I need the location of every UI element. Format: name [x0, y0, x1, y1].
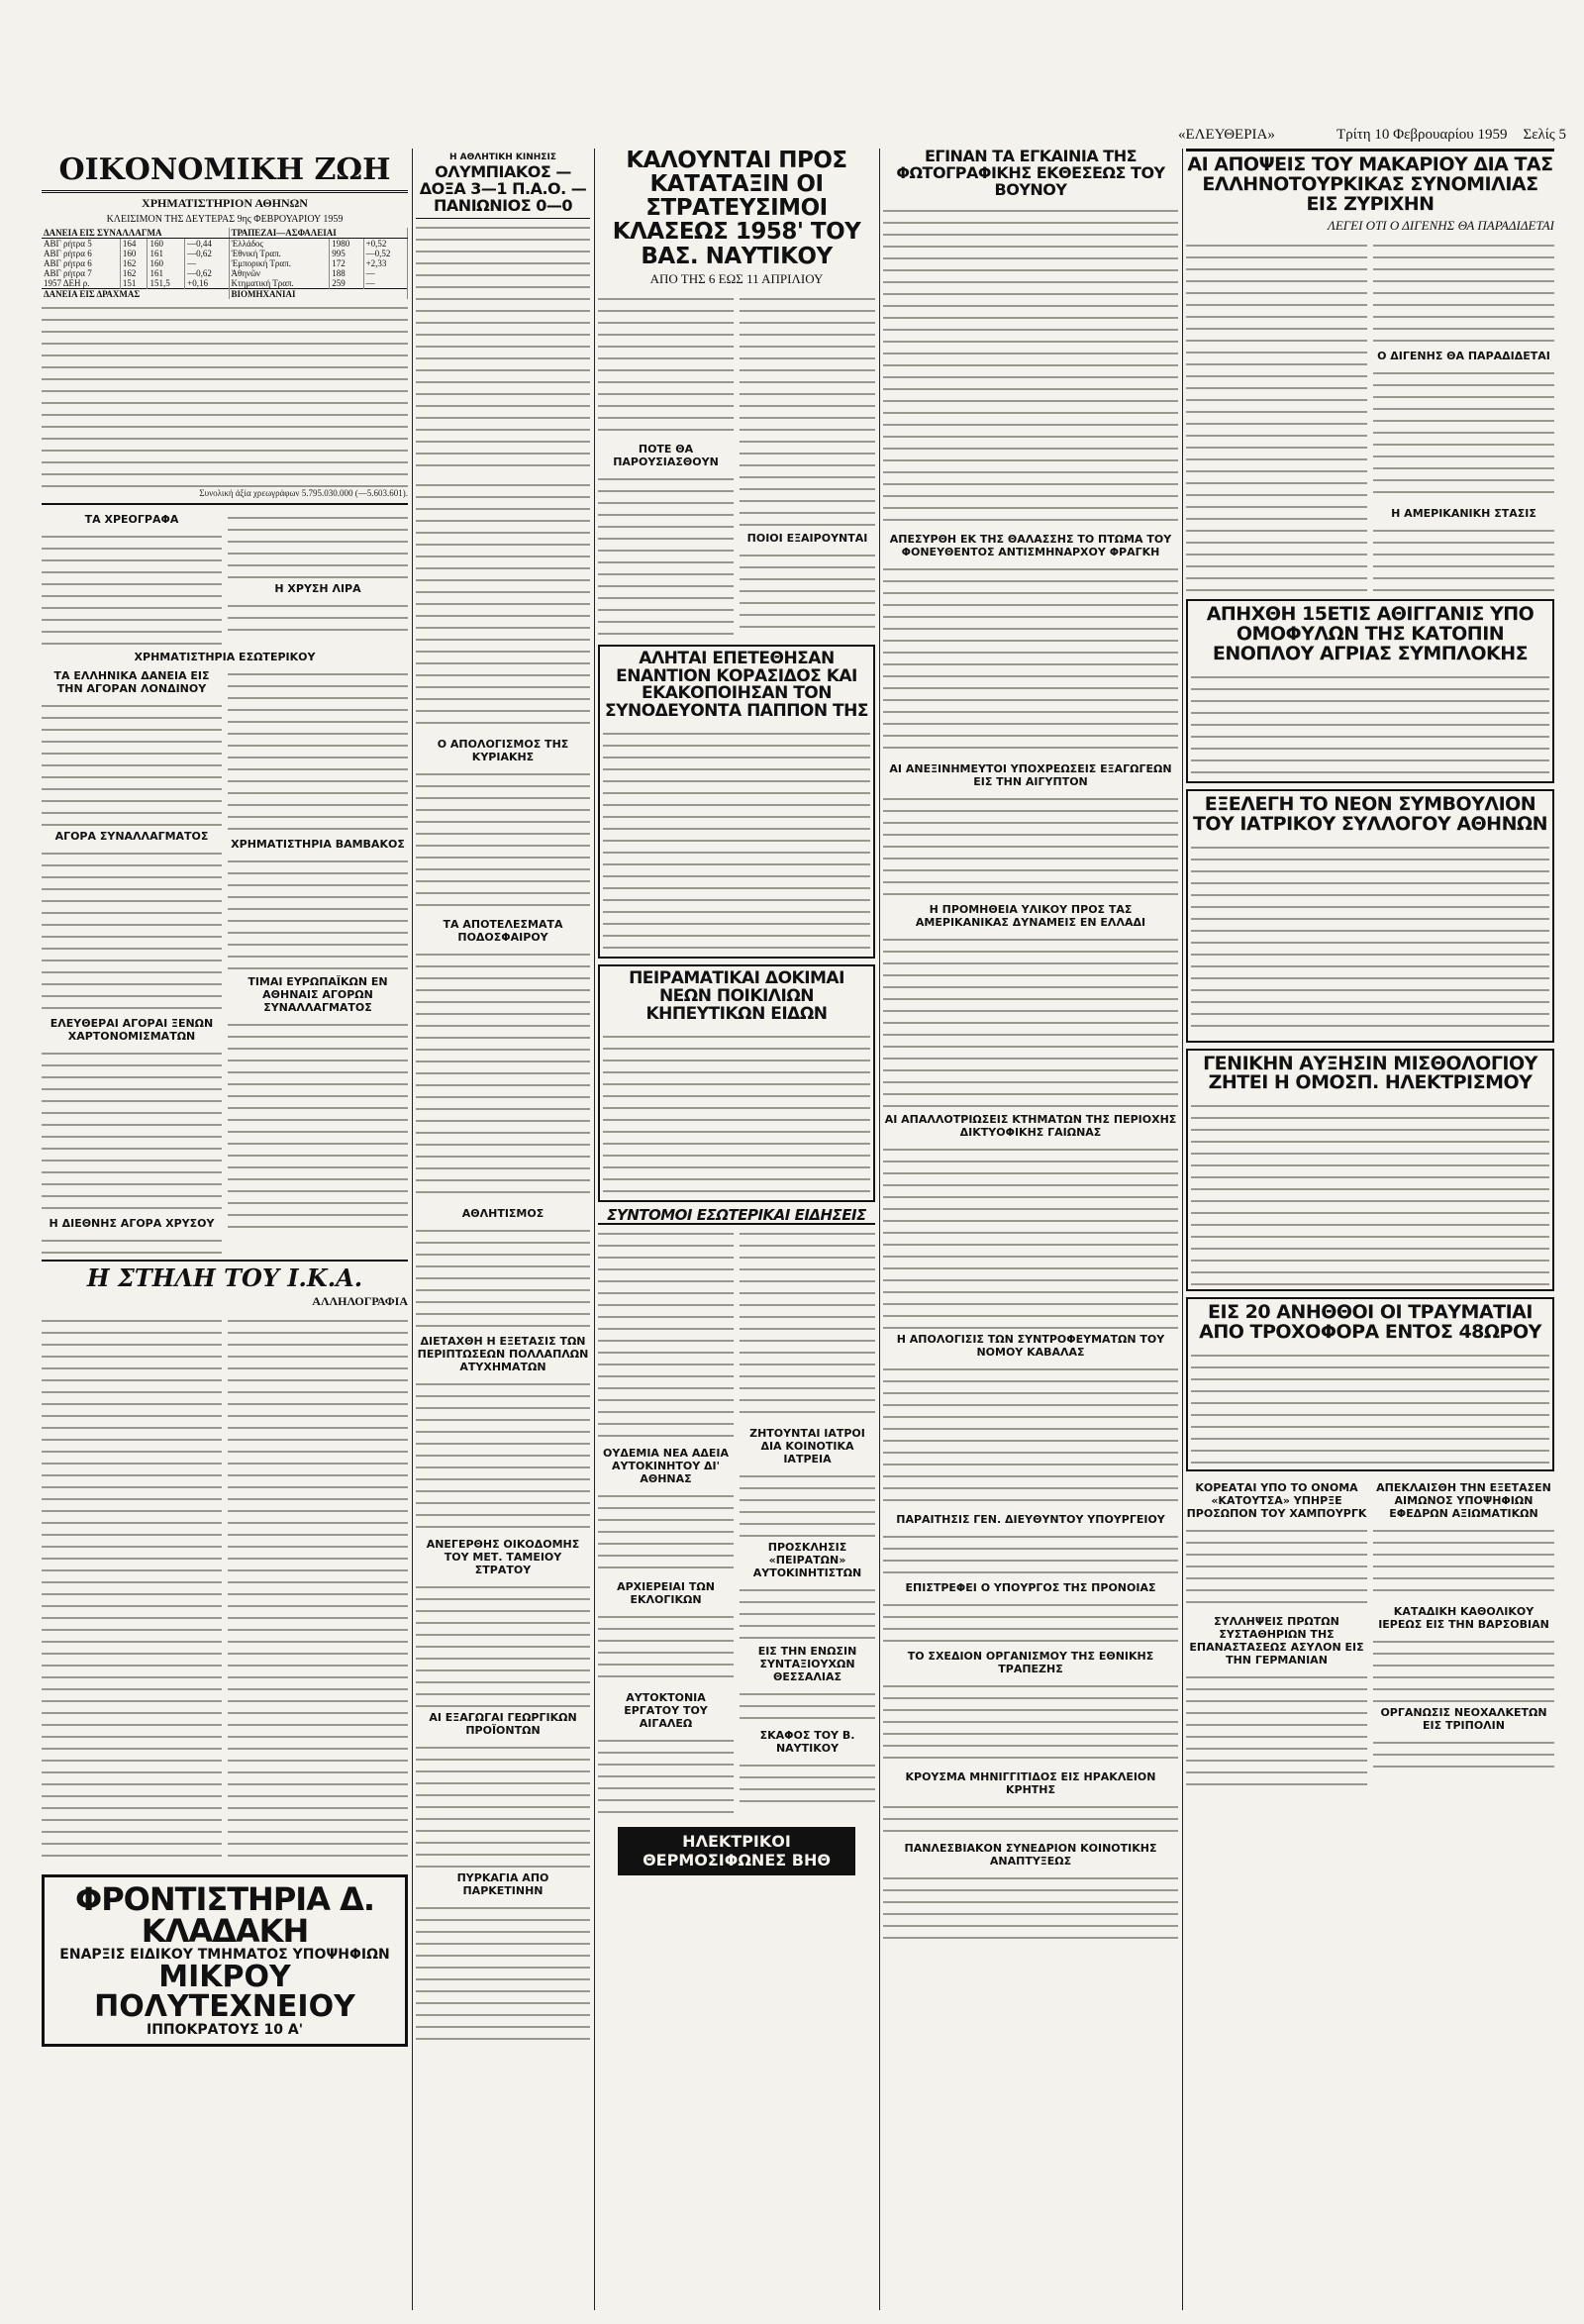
divider [42, 1260, 408, 1262]
domestic-subhead: ΑΙ ΑΠΑΛΛΟΤΡΙΩΣΕΙΣ ΚΤΗΜΑΤΩΝ ΤΗΣ ΠΕΡΙΟΧΗΣ ΔΙΚΤΥΟΦΙΚΗΣ ΓΑΙΩΝΑΣ [884, 1113, 1177, 1140]
brief-subhead: ΑΥΤΟΚΤΟΝΙΑ ΕΡΓΑΤΟΥ ΤΟΥ ΑΙΓΑΛΕΩ [624, 1691, 708, 1731]
story-title: ΑΠΗΧΘΗ 15ΕΤΙΣ ΑΘΙΓΓΑΝΙΣ ΥΠΟ ΟΜΟΦΥΛΩΝ ΤΗΣ ΚΑΤΟΠΙΝ ΕΝΟΠΛΟΥ ΑΓΡΙΑΣ ΣΥΜΠΛΟΚΗΣ [1206, 602, 1534, 664]
page-number: Σελίς 5 [1523, 126, 1566, 143]
exhibition-headline: ΕΓΙΝΑΝ ΤΑ ΕΓΚΑΙΝΙΑ ΤΗΣ ΦΩΤΟΓΡΑΦΙΚΗΣ ΕΚΘΕΣΕΩΣ ΤΟΥ ΒΟΥΝΟΥ [896, 149, 1165, 199]
article-text [42, 1045, 222, 1213]
table-head-banks: ΤΡΑΠΕΖΑΙ—ΑΣΦΑΛΕΙΑΙ [229, 228, 407, 239]
brief-news-title: ΣΥΝΤΟΜΟΙ ΕΣΩΤΕΡΙΚΑΙ ΕΙΔΗΣΕΙΣ [598, 1208, 875, 1226]
ad-line: ΕΝΑΡΞΙΣ ΕΙΔΙΚΟΥ ΤΜΗΜΑΤΟΣ ΥΠΟΨΗΦΙΩΝ [59, 1946, 390, 1963]
news-subhead: ΠΥΡΚΑΓΙΑ ΑΠΟ ΠΑΡΚΕΤΙΝΗΝ [456, 1871, 549, 1898]
article-text [1191, 1347, 1549, 1465]
navy-headline: ΚΑΛΟΥΝΤΑΙ ΠΡΟΣ ΚΑΤΑΤΑΞΙΝ ΟΙ ΣΤΡΑΤΕΥΣΙΜΟΙ ΚΛΑΣΕΩΣ 1958' ΤΟΥ ΒΑΣ. ΝΑΥΤΙΚΟΥ [612, 149, 861, 269]
story-title: ΓΕΝΙΚΗΝ ΑΥΞΗΣΙΝ ΜΙΣΘΟΛΟΓΙΟΥ ΖΗΤΕΙ Η ΟΜΟΣΠ. ΗΛΕΚΤΡΙΣΜΟΥ [1203, 1052, 1537, 1094]
table-body-text [42, 299, 408, 487]
article-text [883, 202, 1178, 529]
story-title: ΠΕΙΡΑΜΑΤΙΚΑΙ ΔΟΚΙΜΑΙ ΝΕΩΝ ΠΟΙΚΙΛΙΩΝ ΚΗΠΕΥΤΙΚΩΝ ΕΙΔΩΝ [629, 968, 844, 1024]
table-head-loans: ΔΑΝΕΙΑ ΕΙΣ ΣΥΝΑΛΛΑΓΜΑ [42, 228, 229, 239]
domestic-subhead: ΠΑΡΑΙΤΗΣΙΣ ΓΕΝ. ΔΙΕΥΘΥΝΤΟΥ ΥΠΟΥΡΓΕΙΟΥ [896, 1513, 1165, 1527]
sports-subhead: ΤΑ ΑΠΟΤΕΛΕΣΜΑΤΑ ΠΟΔΟΣΦΑΙΡΟΥ [443, 918, 563, 945]
table-row: ΑΒΓ ρήτρα 6 160 161 —0,62 Ἐθνική Τραπ. 995 —0,52 [42, 249, 408, 258]
makarios-subtitle: ΛΕΓΕΙ ΟΤΙ Ο ΔΙΓΕΝΗΣ ΘΑ ΠΑΡΑΔΙΔΕΤΑΙ [1327, 217, 1554, 233]
news-subhead: ΑΝΕΓΕΡΘΗΣ ΟΙΚΟΔΟΜΗΣ ΤΟΥ ΜΕΤ. ΤΑΜΕΙΟΥ ΣΤΡΑΤΟΥ [426, 1538, 580, 1577]
article-text [1186, 1522, 1367, 1611]
navy-subtitle: ΑΠΟ ΤΗΣ 6 ΕΩΣ 11 ΑΠΡΙΛΙΟΥ [649, 270, 824, 286]
domestic-subhead: ΕΠΙΣΤΡΕΦΕΙ Ο ΥΠΟΥΡΓΟΣ ΤΗΣ ΠΡΟΝΟΙΑΣ [905, 1581, 1156, 1595]
ika-column-title: Η ΣΤΗΛΗ ΤΟΥ Ι.Κ.Α. [86, 1263, 363, 1292]
foreign-subhead: ΣΥΛΛΗΨΕΙΣ ΠΡΩΤΩΝ ΣΥΣΤΑΘΗΡΙΩΝ ΤΗΣ ΕΠΑΝΑΣΤΑΣΕΩΣ ΑΣΥΛΟΝ ΕΙΣ ΤΗΝ ΓΕΡΜΑΝΙΑΝ [1189, 1615, 1364, 1667]
subhead-free-markets: ΕΛΕΥΘΕΡΑΙ ΑΓΟΡΑΙ ΞΕΝΩΝ ΧΑΡΤΟΝΟΜΙΣΜΑΤΩΝ [50, 1016, 214, 1043]
exchange-table [42, 228, 408, 299]
masthead-right [1336, 127, 1566, 144]
sports-subhead: ΑΘΛΗΤΙΣΜΟΣ [461, 1207, 544, 1221]
exchange-title: ΧΡΗΜΑΤΙΣΤΗΡΙΟΝ ΑΘΗΝΩΝ [142, 195, 308, 210]
column-domestic [883, 149, 1178, 2307]
story-medical-association [1186, 789, 1554, 1043]
column-rule [879, 149, 880, 2310]
article-text [603, 1028, 870, 1196]
article-text [1373, 364, 1554, 503]
sports-kicker: Η ΑΘΛΗΤΙΚΗ ΚΙΝΗΣΙΣ [449, 152, 556, 162]
ad-title: ΦΡΟΝΤΙΣΤΗΡΙΑ Δ. ΚΛΑΔΑΚΗ [74, 1879, 375, 1950]
article-text [883, 1141, 1178, 1329]
article-text [740, 1581, 875, 1641]
article-text [598, 1732, 734, 1821]
article-text [883, 1528, 1178, 1577]
article-text [883, 1596, 1178, 1646]
divider [42, 503, 408, 505]
story-title: ΕΞΕΛΕΓΗ ΤΟ ΝΕΟΝ ΣΥΜΒΟΥΛΙΟΝ ΤΟΥ ΙΑΤΡΙΚΟΥ ΣΥΛΛΟΓΟΥ ΑΘΗΝΩΝ [1192, 792, 1548, 835]
article-text [416, 476, 590, 734]
navy-subhead: ΠΟΙΟΙ ΕΞΑΙΡΟΥΝΤΑΙ [746, 531, 868, 545]
article-text [598, 290, 734, 439]
news-subhead: ΔΙΕΤΑΧΘΗ Η ΕΞΕΤΑΣΙΣ ΤΩΝ ΠΕΡΙΠΤΩΣΕΩΝ ΠΟΛΛΑΠΛΩΝ ΑΤΥΧΗΜΑΤΩΝ [417, 1335, 589, 1374]
makarios-subhead: Ο ΔΙΓΕΝΗΣ ΘΑ ΠΑΡΑΔΙΔΕΤΑΙ [1377, 349, 1550, 362]
domestic-subhead: ΠΑΝΛΕΣΒΙΑΚΟΝ ΣΥΝΕΔΡΙΟΝ ΚΟΙΝΟΤΙΚΗΣ ΑΝΑΠΤΥΞΕΩΣ [904, 1842, 1157, 1869]
column-navy [598, 149, 875, 2307]
ad-address: ΙΠΠΟΚΡΑΤΟΥΣ 10 Α' [147, 2021, 303, 2038]
article-text [1186, 1668, 1367, 1787]
article-text [1191, 839, 1549, 1037]
subhead-greek-loans-london: ΤΑ ΕΛΛΗΝΙΚΑ ΔΑΝΕΙΑ ΕΙΣ ΤΗΝ ΑΓΟΡΑΝ ΛΟΝΔΙΝΟΥ [53, 668, 210, 695]
article-text [42, 845, 222, 1013]
brief-subhead: ΕΙΣ ΤΗΝ ΕΝΩΣΙΝ ΣΥΝΤΑΞΙΟΥΧΩΝ ΘΕΣΣΑΛΙΑΣ [757, 1645, 857, 1684]
article-text [883, 560, 1178, 758]
article-text [598, 470, 734, 639]
table-head-drachma-loans: ΔΑΝΕΙΑ ΕΙΣ ΔΡΑΧΜΑΣ [42, 288, 229, 299]
article-text [883, 931, 1178, 1109]
article-text [228, 1312, 408, 1867]
article-text [1373, 1522, 1554, 1601]
total-value-line: Συνολική ἀξία χρεωγράφων 5.795.030.000 (—5.603.601). [199, 487, 408, 498]
story-title: ΕΙΣ 20 ΑΝΗΘΘΟΙ ΟΙ ΤΡΑΥΜΑΤΙΑΙ ΑΠΟ ΤΡΟΧΟΦΟΡΑ ΕΝΤΟΣ 48ΩΡΟΥ [1199, 1301, 1541, 1344]
table-row: ΑΒΓ ρήτρα 7 162 161 —0,62 Ἀθηνῶν 188 — [42, 268, 408, 278]
article-text [883, 1361, 1178, 1509]
article-text [416, 1739, 590, 1868]
exchange-subtitle: ΚΛΕΙΣΙΜΟΝ ΤΗΣ ΔΕΥΤΕΡΑΣ 9ης ΦΕΒΡΟΥΑΡΙΟΥ 1959 [106, 213, 344, 225]
story-assault [598, 645, 875, 959]
brief-subhead: ΣΚΑΦΟΣ ΤΟΥ Β. ΝΑΥΤΙΚΟΥ [759, 1729, 855, 1756]
brief-subhead: ΠΡΟΣΚΛΗΣΙΣ «ΠΕΙΡΑΤΩΝ» ΑΥΤΟΚΙΝΗΤΙΣΤΩΝ [752, 1541, 862, 1580]
makarios-headline: ΑΙ ΑΠΟΨΕΙΣ ΤΟΥ ΜΑΚΑΡΙΟΥ ΔΙΑ ΤΑΣ ΕΛΛΗΝΟΤΟΥΡΚΙΚΑΣ ΣΥΝΟΜΙΛΙΑΣ ΕΙΣ ΖΥΡΙΧΗΝ [1186, 149, 1554, 215]
table-row: ΑΒΓ ρήτρα 5 164 160 —0,44 Ἐλλάδος 1980 +0,52 [42, 238, 408, 249]
article-text [1191, 1097, 1549, 1285]
article-text [598, 1225, 734, 1443]
article-text [42, 697, 222, 826]
domestic-subhead: Η ΠΡΟΜΗΘΕΙΑ ΥΛΙΚΟΥ ΠΡΟΣ ΤΑΣ ΑΜΕΡΙΚΑΝΙΚΑΣ ΔΥΝΑΜΕΙΣ ΕΝ ΕΛΛΑΔΙ [915, 903, 1146, 930]
column-rule [412, 149, 413, 2310]
subhead-fx-market: ΑΓΟΡΑ ΣΥΝΑΛΛΑΓΜΑΤΟΣ [54, 829, 209, 843]
article-text [228, 1016, 408, 1234]
article-text [598, 1608, 734, 1687]
article-text [740, 290, 875, 528]
story-electricity-federation [1186, 1049, 1554, 1292]
story-traffic-injuries [1186, 1297, 1554, 1471]
article-text [228, 853, 408, 971]
domestic-subhead: ΑΙ ΑΝΕΞΙΝΗΜΕΥΤΟΙ ΥΠΟΧΡΕΩΣΕΙΣ ΕΞΑΓΩΓΕΩΝ ΕΙΣ ΤΗΝ ΑΙΓΥΠΤΟΝ [889, 762, 1172, 789]
brief-subhead: ΟΥΔΕΜΙΑ ΝΕΑ ΑΔΕΙΑ ΑΥΤΟΚΙΝΗΤΟΥ ΔΙ' ΑΘΗΝΑΣ [603, 1447, 729, 1486]
story-abduction [1186, 599, 1554, 783]
navy-subhead: ΠΟΤΕ ΘΑ ΠΑΡΟΥΣΙΑΣΘΟΥΝ [613, 442, 719, 468]
article-text [416, 1899, 590, 2048]
article-text [42, 1312, 222, 1867]
advertisement-water-heaters: ΗΛΕΚΤΡΙΚΟΙ ΘΕΡΜΟΣΙΦΩΝΕΣ ΒΗΘ [618, 1827, 855, 1875]
page-masthead [0, 117, 1584, 152]
foreign-subhead: ΑΠΕΚΛΑΙΣΘΗ ΤΗΝ ΕΞΕΤΑΣΕΝ ΑΙΜΩΝΟΣ ΥΠΟΨΗΦΙΩΝ ΕΦΕΔΡΩΝ ΑΞΙΩΜΑΤΙΚΩΝ [1376, 1481, 1551, 1521]
domestic-subhead: Η ΑΠΟΛΟΓΙΣΙΣ ΤΩΝ ΣΥΝΤΡΟΦΕΥΜΑΤΩΝ ΤΟΥ ΝΟΜΟΥ ΚΑΒΑΛΑΣ [896, 1333, 1165, 1360]
column-sports [416, 149, 590, 2307]
article-text [1373, 522, 1554, 591]
article-text [228, 597, 408, 637]
paper-name: «ΕΛΕΥΘΕΡΙΑ» [1178, 126, 1275, 143]
ika-column-subtitle: ΑΛΛΗΛΟΓΡΑΦΙΑ [312, 1293, 408, 1308]
foreign-subhead: ΚΟΡΕΑΤΑΙ ΥΠΟ ΤΟ ΟΝΟΜΑ «ΚΑΤΟΥΤΣΑ» ΥΠΗΡΞΕ ΠΡΟΣΩΠΟΝ ΤΟΥ ΧΑΜΠΟΥΡΓΚ [1186, 1481, 1367, 1521]
table-row: 1957 ΔΕΗ ρ. 151 151,5 +0,16 Κτηματική Τραπ. 259 — [42, 278, 408, 289]
domestic-subhead: ΚΡΟΥΣΜΑ ΜΗΝΙΓΓΙΤΙΔΟΣ ΕΙΣ ΗΡΑΚΛΕΙΟΝ ΚΡΗΤΗΣ [905, 1770, 1156, 1797]
domestic-subhead: ΤΟ ΣΧΕΔΙΟΝ ΟΡΓΑΝΙΣΜΟΥ ΤΗΣ ΕΘΝΙΚΗΣ ΤΡΑΠΕΖΗΣ [907, 1650, 1154, 1676]
article-text [883, 790, 1178, 899]
article-text [416, 946, 590, 1203]
article-text [416, 1375, 590, 1534]
article-text [42, 528, 222, 647]
article-text [42, 1232, 222, 1256]
subhead-european-prices: ΤΙΜΑΙ ΕΥΡΩΠΑΪΚΩΝ ΕΝ ΑΘΗΝΑΙΣ ΑΓΟΡΩΝ ΣΥΝΑΛΛΑΓΜΑΤΟΣ [248, 974, 388, 1014]
article-text [1186, 237, 1367, 593]
subhead-domestic-exchanges: ΧΡΗΜΑΤΙΣΤΗΡΙΑ ΕΣΩΤΕΡΙΚΟΥ [134, 650, 316, 663]
subhead-cotton: ΧΡΗΜΑΤΙΣΤΗΡΙΑ ΒΑΜΒΑΚΟΣ [231, 837, 405, 851]
story-vegetables [598, 964, 875, 1202]
sports-subhead: Ο ΑΠΟΛΟΓΙΣΜΟΣ ΤΗΣ ΚΥΡΙΑΚΗΣ [437, 738, 569, 764]
table-row: ΑΒΓ ρήτρα 6 162 160 — Ἐμπορική Τραπ. 172 +2,33 [42, 258, 408, 268]
subhead-gold-pound: Η ΧΡΥΣΗ ΛΙΡΑ [274, 581, 361, 595]
issue-date: Τρίτη 10 Φεβρουαρίου 1959 [1336, 126, 1508, 143]
column-rule [1182, 149, 1183, 2310]
section-title: ΟΙΚΟΝΟΜΙΚΗ ΖΩΗ [42, 149, 408, 193]
article-text [1373, 1734, 1554, 1773]
article-text [740, 1225, 875, 1423]
article-text [740, 547, 875, 636]
article-text [1373, 237, 1554, 346]
makarios-subhead: Η ΑΜΕΡΙΚΑΝΙΚΗ ΣΤΑΣΙΣ [1391, 506, 1536, 520]
sports-headline: ΟΛΥΜΠΙΑΚΟΣ — ΔΟΞΑ 3—1 Π.Α.Ο. — ΠΑΝΙΩΝΙΟΣ 0—0 [416, 164, 590, 219]
news-subhead: ΑΙ ΕΞΑΓΩΓΑΙ ΓΕΩΡΓΙΚΩΝ ΠΡΟΪΟΝΤΩΝ [429, 1711, 577, 1738]
foreign-subhead: ΟΡΓΑΝΩΣΙΣ ΝΕΟΧΑΛΚΕΤΩΝ ΕΙΣ ΤΡΙΠΟΛΙΝ [1380, 1706, 1547, 1733]
subhead-chreografa: ΤΑ ΧΡΕΟΓΡΑΦΑ [84, 512, 179, 526]
article-text [416, 765, 590, 914]
article-text [883, 1677, 1178, 1767]
brief-subhead: ΑΡΧΙΕΡΕΙΑΙ ΤΩΝ ΕΚΛΟΓΙΚΩΝ [617, 1580, 715, 1607]
article-text [740, 1467, 875, 1537]
article-text [740, 1685, 875, 1725]
article-text [883, 1869, 1178, 1949]
article-text [598, 1487, 734, 1576]
ad-line: ΜΙΚΡΟΥ ΠΟΛΥΤΕΧΝΕΙΟΥ [94, 1959, 355, 2024]
article-text [603, 725, 870, 953]
foreign-subhead: ΚΑΤΑΔΙΚΗ ΚΑΘΟΛΙΚΟΥ ΙΕΡΕΩΣ ΕΙΣ ΤΗΝ ΒΑΡΣΟΒΙΑΝ [1378, 1605, 1549, 1632]
column-cyprus [1186, 149, 1554, 2307]
story-title: ΑΛΗΤΑΙ ΕΠΕΤΕΘΗΣΑΝ ΕΝΑΝΤΙΟΝ ΚΟΡΑΣΙΔΟΣ ΚΑΙ ΕΚΑΚΟΠΟΙΗΣΑΝ ΤΟΝ ΣΥΝΟΔΕΥΟΝΤΑ ΠΑΠΠΟΝ ΤΗΣ [605, 648, 868, 722]
article-text [1373, 1633, 1554, 1702]
article-text [416, 219, 590, 476]
article-text [740, 1757, 875, 1806]
table-head-industries: ΒΙΟΜΗΧΑΝΙΑΙ [229, 288, 407, 299]
article-text [416, 1222, 590, 1331]
subhead-gold-market: Η ΔΙΕΘΝΗΣ ΑΓΟΡΑ ΧΡΥΣΟΥ [49, 1216, 215, 1230]
advertisement-kladakis [42, 1874, 408, 2047]
article-text [1191, 668, 1549, 777]
article-text [883, 1798, 1178, 1838]
article-text [228, 509, 408, 578]
domestic-subhead: ΑΠΕΣΥΡΘΗ ΕΚ ΤΗΣ ΘΑΛΑΣΣΗΣ ΤΟ ΠΤΩΜΑ ΤΟΥ ΦΟΝΕΥΘΕΝΤΟΣ ΑΝΤΙΣΜΗΝΑΡΧΟΥ ΦΡΑΓΚΗ [889, 533, 1172, 559]
column-rule [594, 149, 595, 2310]
column-economy [42, 149, 408, 2307]
article-text [416, 1578, 590, 1707]
brief-subhead: ΖΗΤΟΥΝΤΑΙ ΙΑΤΡΟΙ ΔΙΑ ΚΟΙΝΟΤΙΚΑ ΙΑΤΡΕΙΑ [749, 1427, 865, 1466]
article-text [228, 665, 408, 834]
